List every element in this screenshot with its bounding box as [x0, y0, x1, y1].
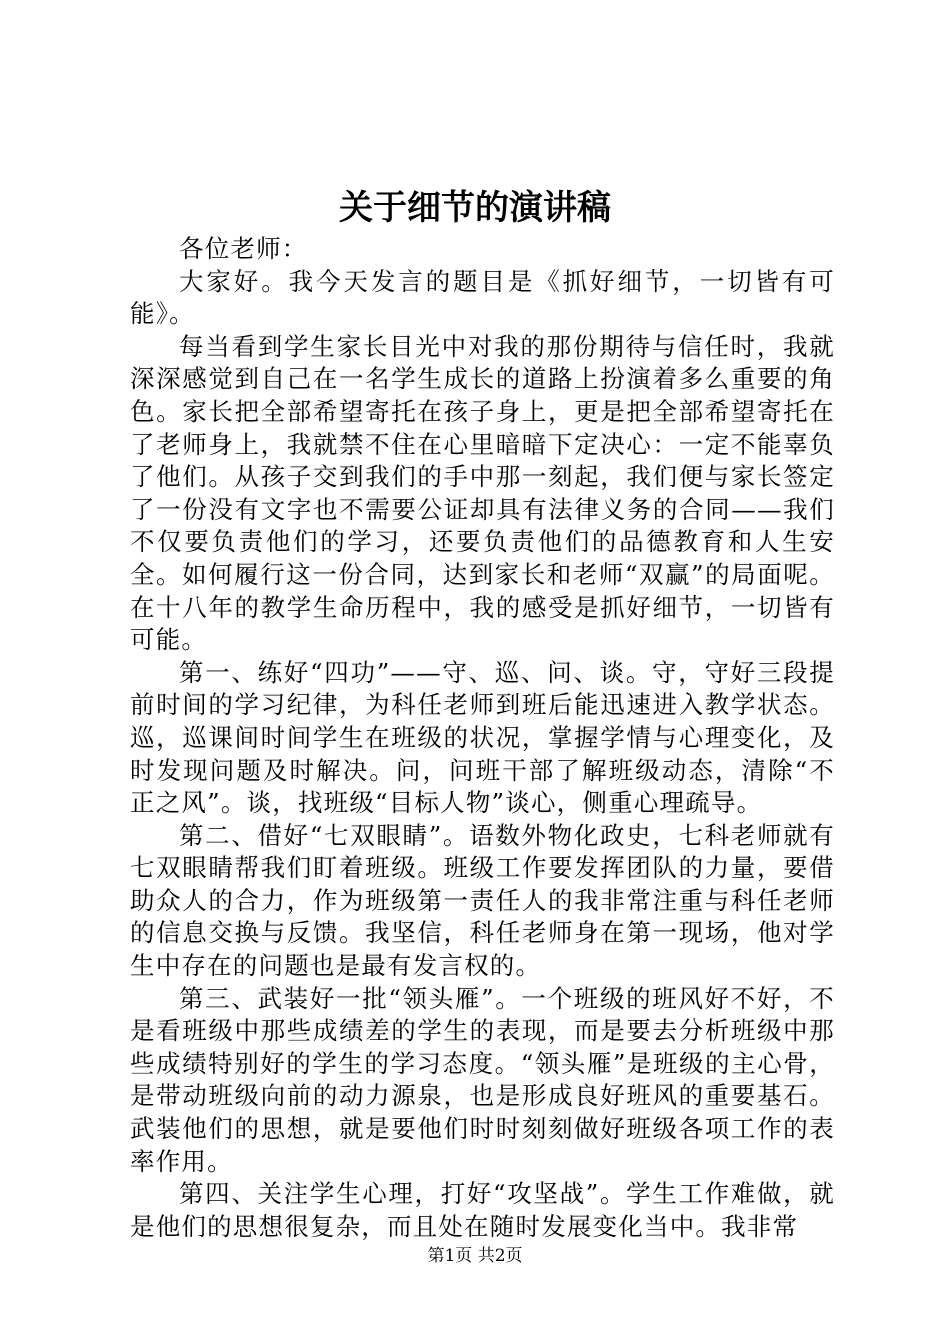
paragraph: 每当看到学生家长目光中对我的那份期待与信任时，我就深深感觉到自己在一名学生成长的道路上扮演着多么重要的角色。家长把全部希望寄托在孩子身上，更是把全部希望寄托在了老师身上，我就禁不住在心里暗暗下定决心：一定不能辜负了他们。从孩子交到我们的手中那一刻起，我们便与家长签定了一份没有文字也不需要公证却具有法律义务的合同——我们不仅要负责他们的学习，还要负责他们的品德教育和人生安全。如何履行这一份合同，达到家长和老师“双赢”的局面呢。在十八年的教学生命历程中，我的感受是抓好细节，一切皆有可能。 — [130, 331, 835, 655]
paragraph: 第四、关注学生心理，打好“攻坚战”。学生工作难做，就是他们的思想很复杂，而且处在随时发展变化当中。我非常 — [130, 1179, 835, 1241]
page-footer: 第1页 共2页 — [427, 1246, 523, 1266]
paragraph: 第一、练好“四功”——守、巡、问、谈。守，守好三段提前时间的学习纪律，为科任老师到班后能迅速进入教学状态。巡，巡课间时间学生在班级的状况，掌握学情与心理变化，及时发现问题及时解决。问，问班干部了解班级动态，清除“不正之风”。谈，找班级“目标人物”谈心，侧重心理疏导。 — [130, 657, 835, 818]
document-body — [130, 233, 835, 1243]
document-title: 关于细节的演讲稿 — [339, 188, 611, 228]
paragraph: 第二、借好“七双眼睛”。语数外物化政史，七科老师就有七双眼睛帮我们盯着班级。班级工作要发挥团队的力量，要借助众人的合力，作为班级第一责任人的我非常注重与科任老师的信息交换与反馈。我坚信，科任老师身在第一现场，他对学生中存在的问题也是最有发言权的。 — [130, 820, 835, 981]
salutation: 各位老师： — [179, 234, 308, 263]
paragraph: 大家好。我今天发言的题目是《抓好细节，一切皆有可能》。 — [130, 266, 835, 329]
paragraph: 第三、武装好一批“领头雁”。一个班级的班风好不好，不是看班级中那些成绩差的学生的表现，而是要去分析班级中那些成绩特别好的学生的学习态度。“领头雁”是班级的主心骨，是带动班级向前的动力源泉，也是形成良好班风的重要基石。武装他们的思想，就是要他们时时刻刻做好班级各项工作的表率作用。 — [130, 983, 835, 1176]
